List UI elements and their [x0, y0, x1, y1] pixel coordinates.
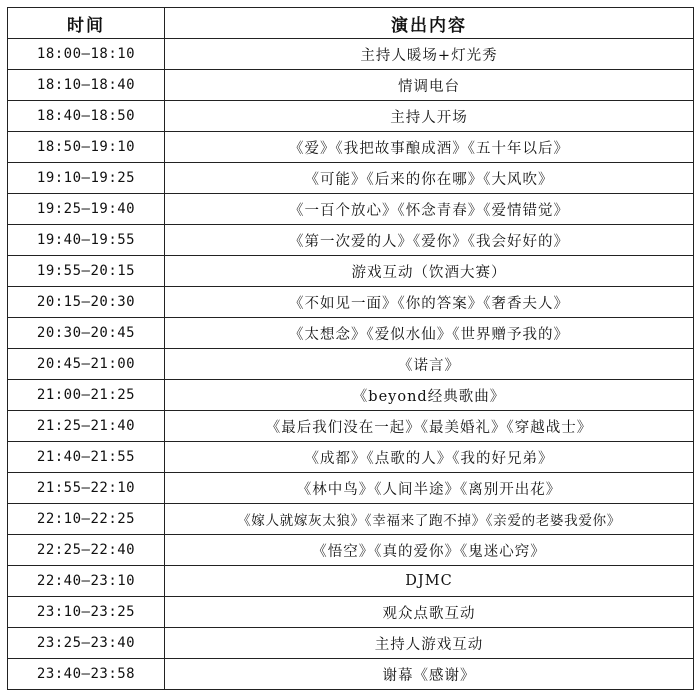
table-row	[8, 659, 694, 690]
performance-cell: 谢幕《感谢》	[165, 659, 694, 690]
time-slot-cell: 19:40—19:55	[8, 225, 165, 256]
time-slot-cell: 21:00—21:25	[8, 380, 165, 411]
table-row	[8, 628, 694, 659]
performance-cell: 观众点歌互动	[165, 597, 694, 628]
table-row	[8, 597, 694, 628]
time-slot-cell: 19:25—19:40	[8, 194, 165, 225]
performance-cell: 游戏互动（饮酒大赛）	[165, 256, 694, 287]
header-row	[8, 8, 694, 39]
performance-cell: 《嫁人就嫁灰太狼》《幸福来了跑不掉》《亲爱的老婆我爱你》	[165, 504, 694, 535]
time-slot-cell: 22:25—22:40	[8, 535, 165, 566]
performance-cell: 情调电台	[165, 70, 694, 101]
table-row	[8, 132, 694, 163]
time-slot-cell: 21:55—22:10	[8, 473, 165, 504]
table-row	[8, 349, 694, 380]
performance-cell: 主持人开场	[165, 101, 694, 132]
time-slot-cell: 18:10—18:40	[8, 70, 165, 101]
schedule-body	[8, 39, 694, 690]
performance-cell: 《林中鸟》《人间半途》《离别开出花》	[165, 473, 694, 504]
time-slot-cell: 18:00–18:10	[8, 39, 165, 70]
time-slot-cell: 21:25—21:40	[8, 411, 165, 442]
table-row	[8, 225, 694, 256]
table-row	[8, 194, 694, 225]
performance-cell: 《不如见一面》《你的答案》《奢香夫人》	[165, 287, 694, 318]
table-row	[8, 39, 694, 70]
time-slot-cell: 21:40—21:55	[8, 442, 165, 473]
table-row	[8, 535, 694, 566]
table-row	[8, 101, 694, 132]
table-row	[8, 380, 694, 411]
show-column-header: 演出内容	[165, 8, 694, 39]
time-slot-cell: 18:50—19:10	[8, 132, 165, 163]
time-slot-cell: 18:40—18:50	[8, 101, 165, 132]
table-row	[8, 442, 694, 473]
performance-cell: 《beyond经典歌曲》	[165, 380, 694, 411]
performance-cell: 《诺言》	[165, 349, 694, 380]
time-slot-cell: 23:10—23:25	[8, 597, 165, 628]
table-row	[8, 163, 694, 194]
table-row	[8, 504, 694, 535]
table-row	[8, 566, 694, 597]
time-slot-cell: 23:25—23:40	[8, 628, 165, 659]
time-column-header: 时间	[8, 8, 165, 39]
performance-cell: DJMC	[165, 566, 694, 597]
performance-cell: 《一百个放心》《怀念青春》《爱情错觉》	[165, 194, 694, 225]
time-slot-cell: 20:30—20:45	[8, 318, 165, 349]
performance-cell: 《太想念》《爱似水仙》《世界赠予我的》	[165, 318, 694, 349]
schedule-table	[7, 7, 694, 690]
performance-cell: 主持人游戏互动	[165, 628, 694, 659]
time-slot-cell: 23:40—23:58	[8, 659, 165, 690]
time-slot-cell: 20:45—21:00	[8, 349, 165, 380]
time-slot-cell: 20:15—20:30	[8, 287, 165, 318]
time-slot-cell: 22:10—22:25	[8, 504, 165, 535]
performance-cell: 主持人暖场+灯光秀	[165, 39, 694, 70]
performance-cell: 《可能》《后来的你在哪》《大风吹》	[165, 163, 694, 194]
performance-cell: 《第一次爱的人》《爱你》《我会好好的》	[165, 225, 694, 256]
table-row	[8, 411, 694, 442]
time-slot-cell: 19:10—19:25	[8, 163, 165, 194]
performance-cell: 《成都》《点歌的人》《我的好兄弟》	[165, 442, 694, 473]
table-row	[8, 256, 694, 287]
performance-cell: 《最后我们没在一起》《最美婚礼》《穿越战士》	[165, 411, 694, 442]
performance-cell: 《爱》《我把故事酿成酒》《五十年以后》	[165, 132, 694, 163]
table-row	[8, 287, 694, 318]
time-slot-cell: 22:40—23:10	[8, 566, 165, 597]
table-row	[8, 70, 694, 101]
table-row	[8, 473, 694, 504]
time-slot-cell: 19:55—20:15	[8, 256, 165, 287]
table-row	[8, 318, 694, 349]
performance-cell: 《悟空》《真的爱你》《鬼迷心窍》	[165, 535, 694, 566]
